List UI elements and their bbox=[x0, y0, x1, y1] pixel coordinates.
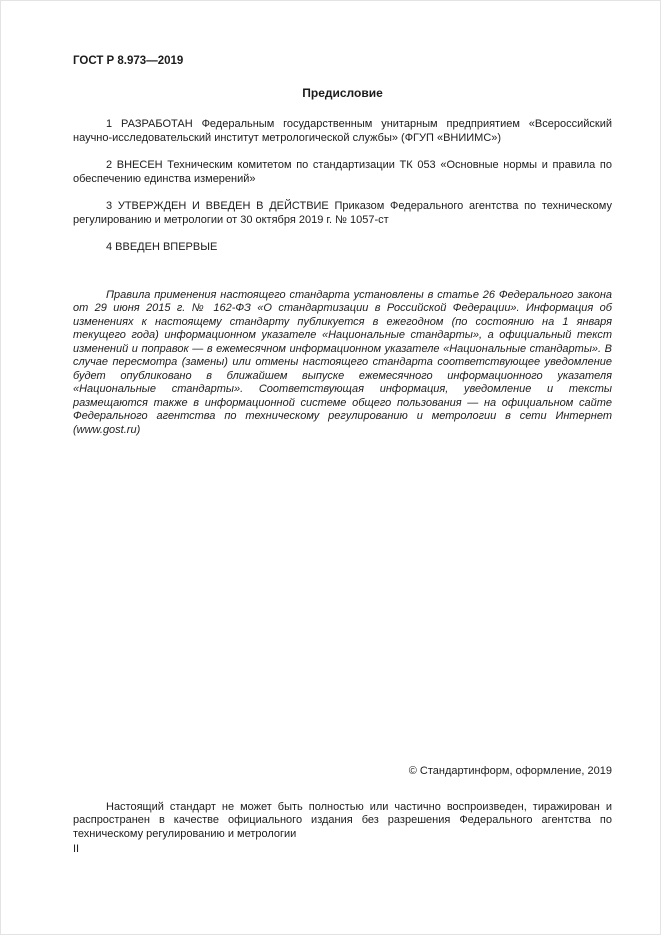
copyright-line: © Стандартинформ, оформление, 2019 bbox=[408, 765, 612, 777]
foreword-item-4: 4 ВВЕДЕН ВПЕРВЫЕ bbox=[106, 241, 218, 253]
reproduction-restriction: Настоящий стандарт не может быть полностью или частично воспроизведен, тиражирован и распространен в качестве официального издания без разрешения Федерального агентства по техническому регулированию и метрологии bbox=[73, 800, 612, 840]
foreword-item-1: 1 РАЗРАБОТАН Федеральным государственным унитарным предприятием «Всероссийский научно-исследовательский институт метрологической службы» (ФГУП «ВНИИМС») bbox=[73, 118, 612, 144]
document-code: ГОСТ Р 8.973—2019 bbox=[73, 55, 184, 67]
foreword-item-3: 3 УТВЕРЖДЕН И ВВЕДЕН В ДЕЙСТВИЕ Приказом Федерального агентства по техническому регулированию и метрологии от 30 октября 2019 г. № 1057-ст bbox=[73, 200, 612, 226]
foreword-item-2: 2 ВНЕСЕН Техническим комитетом по стандартизации ТК 053 «Основные нормы и правила по обеспечению единства измерений» bbox=[73, 159, 612, 185]
page-content bbox=[73, 55, 612, 448]
application-rules-note: Правила применения настоящего стандарта установлены в статье 26 Федерального закона от 29 июня 2015 г. № 162-ФЗ «О стандартизации в Российской Федерации». Информация об изменениях к настоящему стандарту публикуется в ежегодном (по состоянию на 1 января текущего года) информационном указателе «Национальные стандарты», а официальный текст изменений и поправок — в ежемесячном информационном указателе «Национальные стандарты». В случае пересмотра (замены) или отмены настоящего стандарта соответствующее уведомление будет опубликовано в ближайшем выпуске ежемесячного информационного указателя «Национальные стандарты». Соответствующая информация, уведомление и тексты размещаются также в информационной системе общего пользования — на официальном сайте Федерального агентства по техническому регулированию и метрологии в сети Интернет (www.gost.ru) bbox=[73, 288, 612, 436]
page-number: II bbox=[73, 843, 80, 855]
page-footer bbox=[73, 765, 612, 857]
page-title: Предисловие bbox=[302, 85, 383, 100]
